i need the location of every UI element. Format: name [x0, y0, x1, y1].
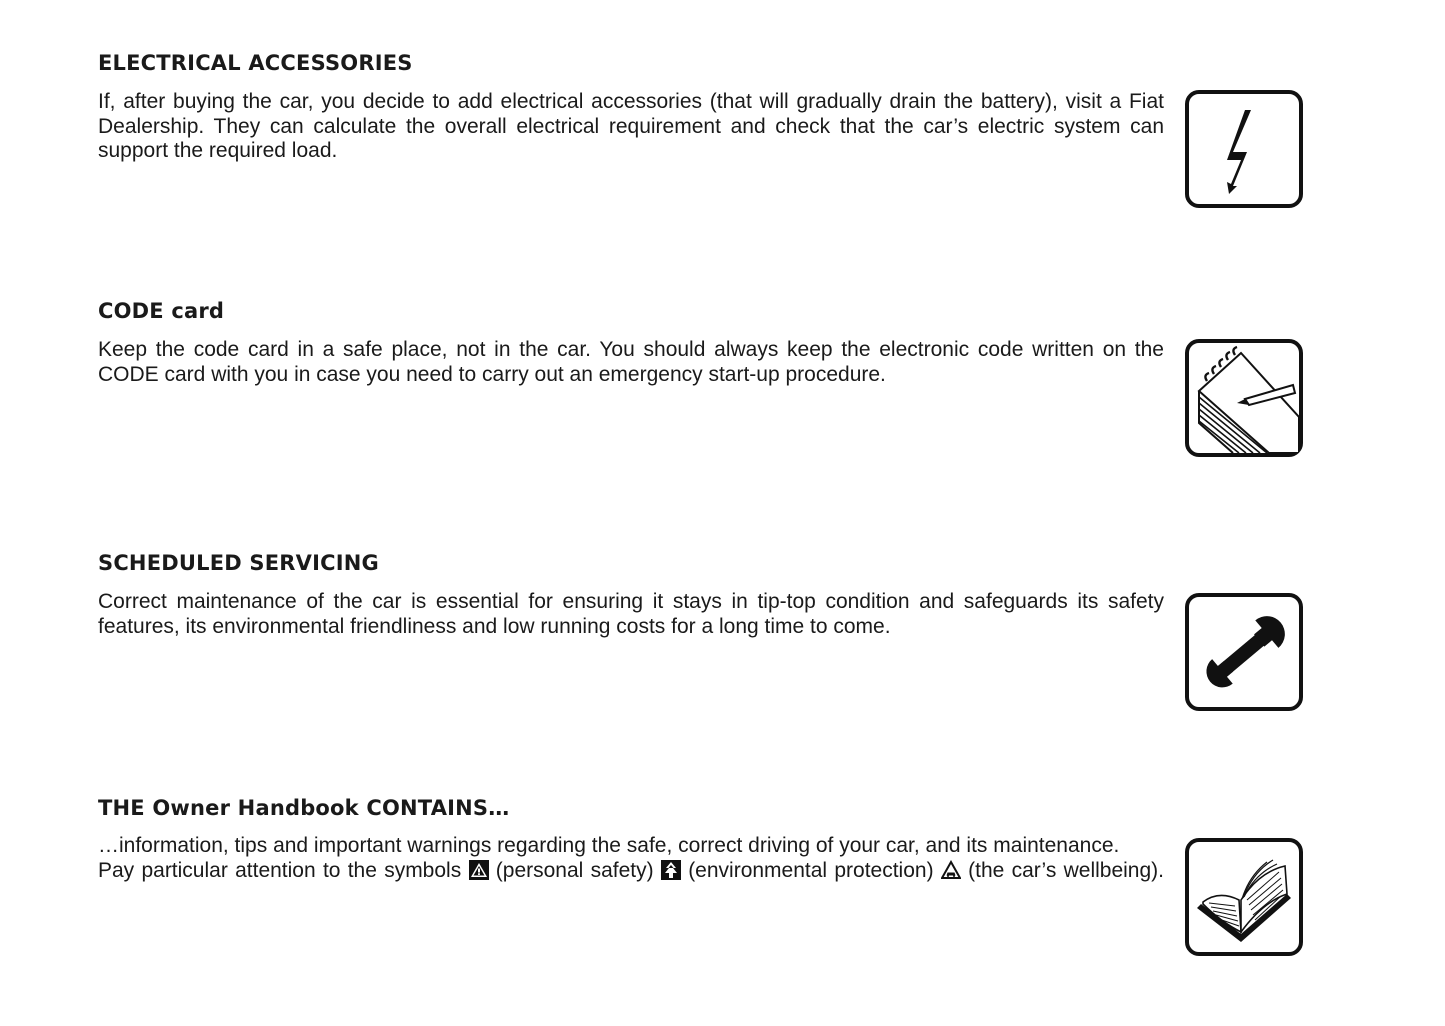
- paragraph-line-1: …information, tips and important warnings regarding the safe, correct driving of your car, and its maintenance.: [98, 834, 1120, 857]
- car-wellbeing-label: (the car’s wellbeing).: [968, 858, 1164, 882]
- section-title: SCHEDULED SERVICING: [98, 551, 379, 575]
- section-scheduled-servicing: [98, 549, 1303, 719]
- lightning-bolt-icon: [1185, 90, 1303, 208]
- environmental-protection-icon: [661, 860, 681, 880]
- section-text: [98, 90, 1164, 164]
- paragraph: Keep the code card in a safe place, not in the car. You should always keep the electronic code written on the CODE card with you in case you need to carry out an emergency start-up procedure.: [98, 338, 1164, 386]
- personal-safety-label: (personal safety): [495, 858, 654, 882]
- section-electrical-accessories: [98, 49, 1303, 219]
- section-code-card: [98, 297, 1303, 467]
- car-wellbeing-icon: [941, 860, 961, 880]
- section-title: CODE card: [98, 299, 225, 323]
- section-text: [98, 338, 1164, 387]
- symbols-intro: Pay particular attention to the symbols: [98, 858, 462, 882]
- paragraph: If, after buying the car, you decide to add electrical accessories (that will gradually drain the battery), visit a Fiat Dealership. They can calculate the overall electrical requirement and check that the car’s electric system can support the required load.: [98, 90, 1164, 162]
- paragraph: Correct maintenance of the car is essential for ensuring it stays in tip-top condition and safeguards its safety features, its environmental friendliness and low running costs for a long time to come.: [98, 590, 1164, 638]
- wrench-icon: [1185, 593, 1303, 711]
- paragraph-line-2: [98, 859, 1164, 884]
- section-title: THE Owner Handbook CONTAINS…: [98, 796, 510, 820]
- notebook-pencil-icon: [1185, 339, 1303, 457]
- section-title: ELECTRICAL ACCESSORIES: [98, 51, 413, 75]
- environmental-protection-label: (environmental protection): [688, 858, 934, 882]
- section-text: [98, 590, 1164, 639]
- open-book-icon: [1185, 838, 1303, 956]
- personal-safety-icon: [469, 860, 489, 880]
- section-text: [98, 834, 1164, 883]
- section-owner-handbook: [98, 794, 1303, 964]
